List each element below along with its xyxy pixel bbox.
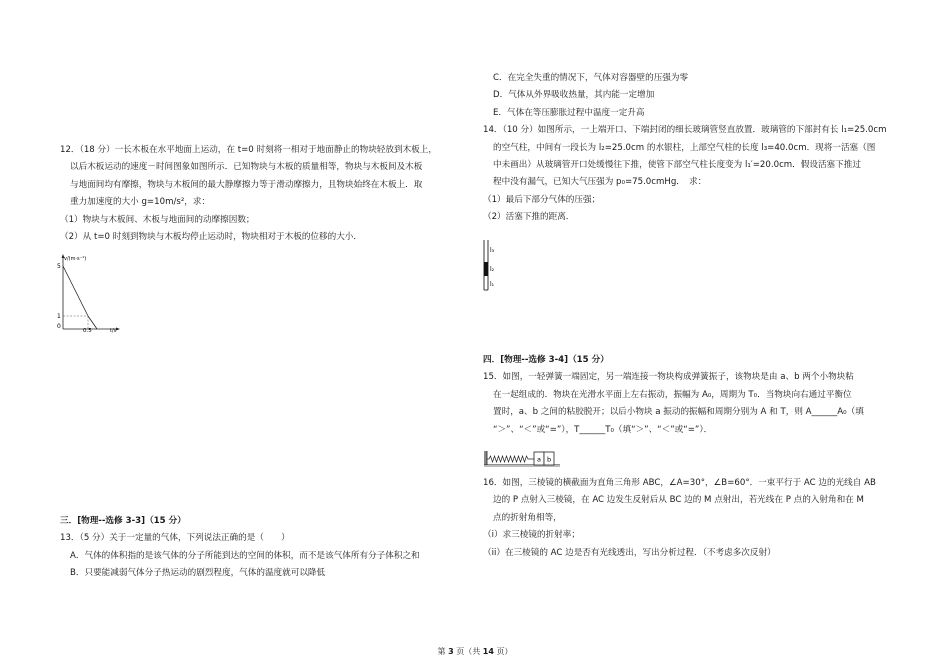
q14-stem-line-1: 14．（10 分）如图所示，一上端开口、下端封闭的细长玻璃管竖直放置．玻璃管的下部封有长 l₁=25.0cm [483, 125, 887, 136]
q14-stem-line-2: 的空气柱，中间有一段长为 l₂=25.0cm 的水银柱，上部空气柱的长度 l₃=40.0cm．现将一活塞（图 [493, 142, 876, 153]
label-l1: l₁ [490, 281, 495, 288]
q12-stem-line-2: 以后木板运动的速度－时间图象如图所示．已知物块与木板的质量相等，物块与木板间及木板 [70, 162, 423, 173]
section-4-title: 四．[物理--选修 3-4]（15 分） [483, 355, 609, 365]
graph-ytick-1: 1 [57, 313, 61, 320]
graph-ylabel: v/(m·s⁻¹) [64, 256, 87, 262]
page-footer [0, 646, 950, 657]
spring [487, 456, 534, 462]
q16-stem-line-1: 16．如图，三棱镜的横截面为直角三角形 ABC，∠A=30°，∠B=60°．一束平行于 AC 边的光线自 AB [483, 478, 876, 488]
right-column-top [483, 70, 895, 227]
q13-option-e: E．气体在等压膨胀过程中温度一定升高 [493, 107, 645, 118]
graph-xlabel: t/s [110, 328, 117, 333]
q16-part-i: （i）求三棱镜的折射率； [483, 530, 580, 541]
q15-stem-line-2: 在一起组成的．物块在光滑水平面上左右振动，振幅为 A₀，周期为 T₀．当物块向右通过平衡位 [493, 389, 852, 400]
fixed-wall [484, 451, 487, 465]
q14-part-2: （2）活塞下推的距离． [483, 212, 575, 223]
q12-vt-graph [52, 253, 132, 333]
graph-xtick-05: 0.5 [83, 328, 92, 333]
q16-part-ii: （ii）在三棱镜的 AC 边是否有光线透出，写出分析过程．（不考虑多次反射） [483, 547, 776, 558]
graph-velocity-line-1 [63, 266, 88, 316]
section-4-block [483, 352, 895, 439]
label-a: a [537, 455, 541, 464]
footer-page-number: 3 [448, 647, 454, 656]
label-l3: l₃ [490, 247, 495, 254]
q15-stem-line-3: 置时，a、b 之间的粘胶脱开；以后小物块 a 振动的振幅和周期分别为 A 和 T，则 A______A₀（填 [493, 407, 864, 418]
q12-part-2: （2）从 t=0 时刻到物块与木板均停止运动时，物块相对于木板的位移的大小． [60, 232, 362, 243]
graph-ytick-5: 5 [57, 263, 61, 270]
q14-stem-line-4: 程中没有漏气，已知大气压强为 p₀=75.0cmHg． 求： [493, 177, 707, 188]
question-12 [60, 142, 468, 246]
graph-ytick-0: 0 [57, 323, 61, 330]
q14-stem-line-3: 中未画出）从玻璃管开口处缓慢往下推，使管下部空气柱长度变为 l₁′=20.0cm．假设活塞下推过 [493, 160, 861, 171]
footer-prefix: 第 [437, 647, 449, 656]
q13-option-c: C．在完全失重的情况下，气体对容器壁的压强为零 [493, 73, 689, 83]
footer-middle: 页（共 [453, 647, 483, 656]
q15-spring-figure [482, 449, 562, 469]
q15-stem-line-1: 15．如图，一轻弹簧一端固定，另一端连接一物块构成弹簧振子，该物块是由 a、b 两个小物块粘 [483, 372, 854, 383]
footer-total-pages: 14 [482, 647, 494, 656]
q12-part-1: （1）物块与木板间、木板与地面间的动摩擦因数； [60, 214, 255, 225]
footer-suffix: 页） [493, 647, 513, 656]
label-l2: l₂ [490, 266, 495, 273]
section-3-block [60, 513, 468, 583]
q14-glass-tube-figure [480, 238, 510, 294]
section-3-title: 三．[物理--选修 3-3]（15 分） [60, 516, 186, 526]
q16-stem-line-3: 点的折射角相等， [493, 512, 562, 523]
q12-stem-line-4: 重力加速度的大小 g=10m/s²，求： [70, 197, 211, 208]
question-16 [483, 475, 895, 562]
q15-stem-line-4: “＞”、“＜”或“=”），T______T₀（填“＞”、“＜”或“=”）． [493, 424, 713, 435]
graph-x-arrow [116, 328, 120, 331]
q14-part-1: （1）最后下部分气体的压强； [483, 194, 601, 205]
q13-option-b: B．只要能减弱气体分子热运动的剧烈程度，气体的温度就可以降低 [70, 568, 326, 579]
q13-option-d: D．气体从外界吸收热量，其内能一定增加 [493, 90, 655, 101]
q16-stem-line-2: 边的 P 点射入三棱镜，在 AC 边发生反射后从 BC 边的 M 点射出，若光线在 P 点的入射角和在 M [493, 495, 864, 506]
mercury-column [484, 262, 488, 276]
q12-stem-line-3: 与地面间均有摩擦，物块与木板间的最大静摩擦力等于滑动摩擦力，且物块始终在木板上．取 [70, 179, 423, 190]
q13-stem: 13．（5 分）关于一定量的气体，下列说法正确的是（ ） [60, 533, 290, 544]
q12-stem-line-1: 12．（18 分）一长木板在水平地面上运动，在 t=0 时刻将一相对于地面静止的物块轻放到木板上， [60, 145, 437, 155]
label-b: b [547, 455, 552, 464]
q13-option-a: A．气体的体积指的是该气体的分子所能到达的空间的体积，而不是该气体所有分子体积之和 [70, 550, 420, 561]
